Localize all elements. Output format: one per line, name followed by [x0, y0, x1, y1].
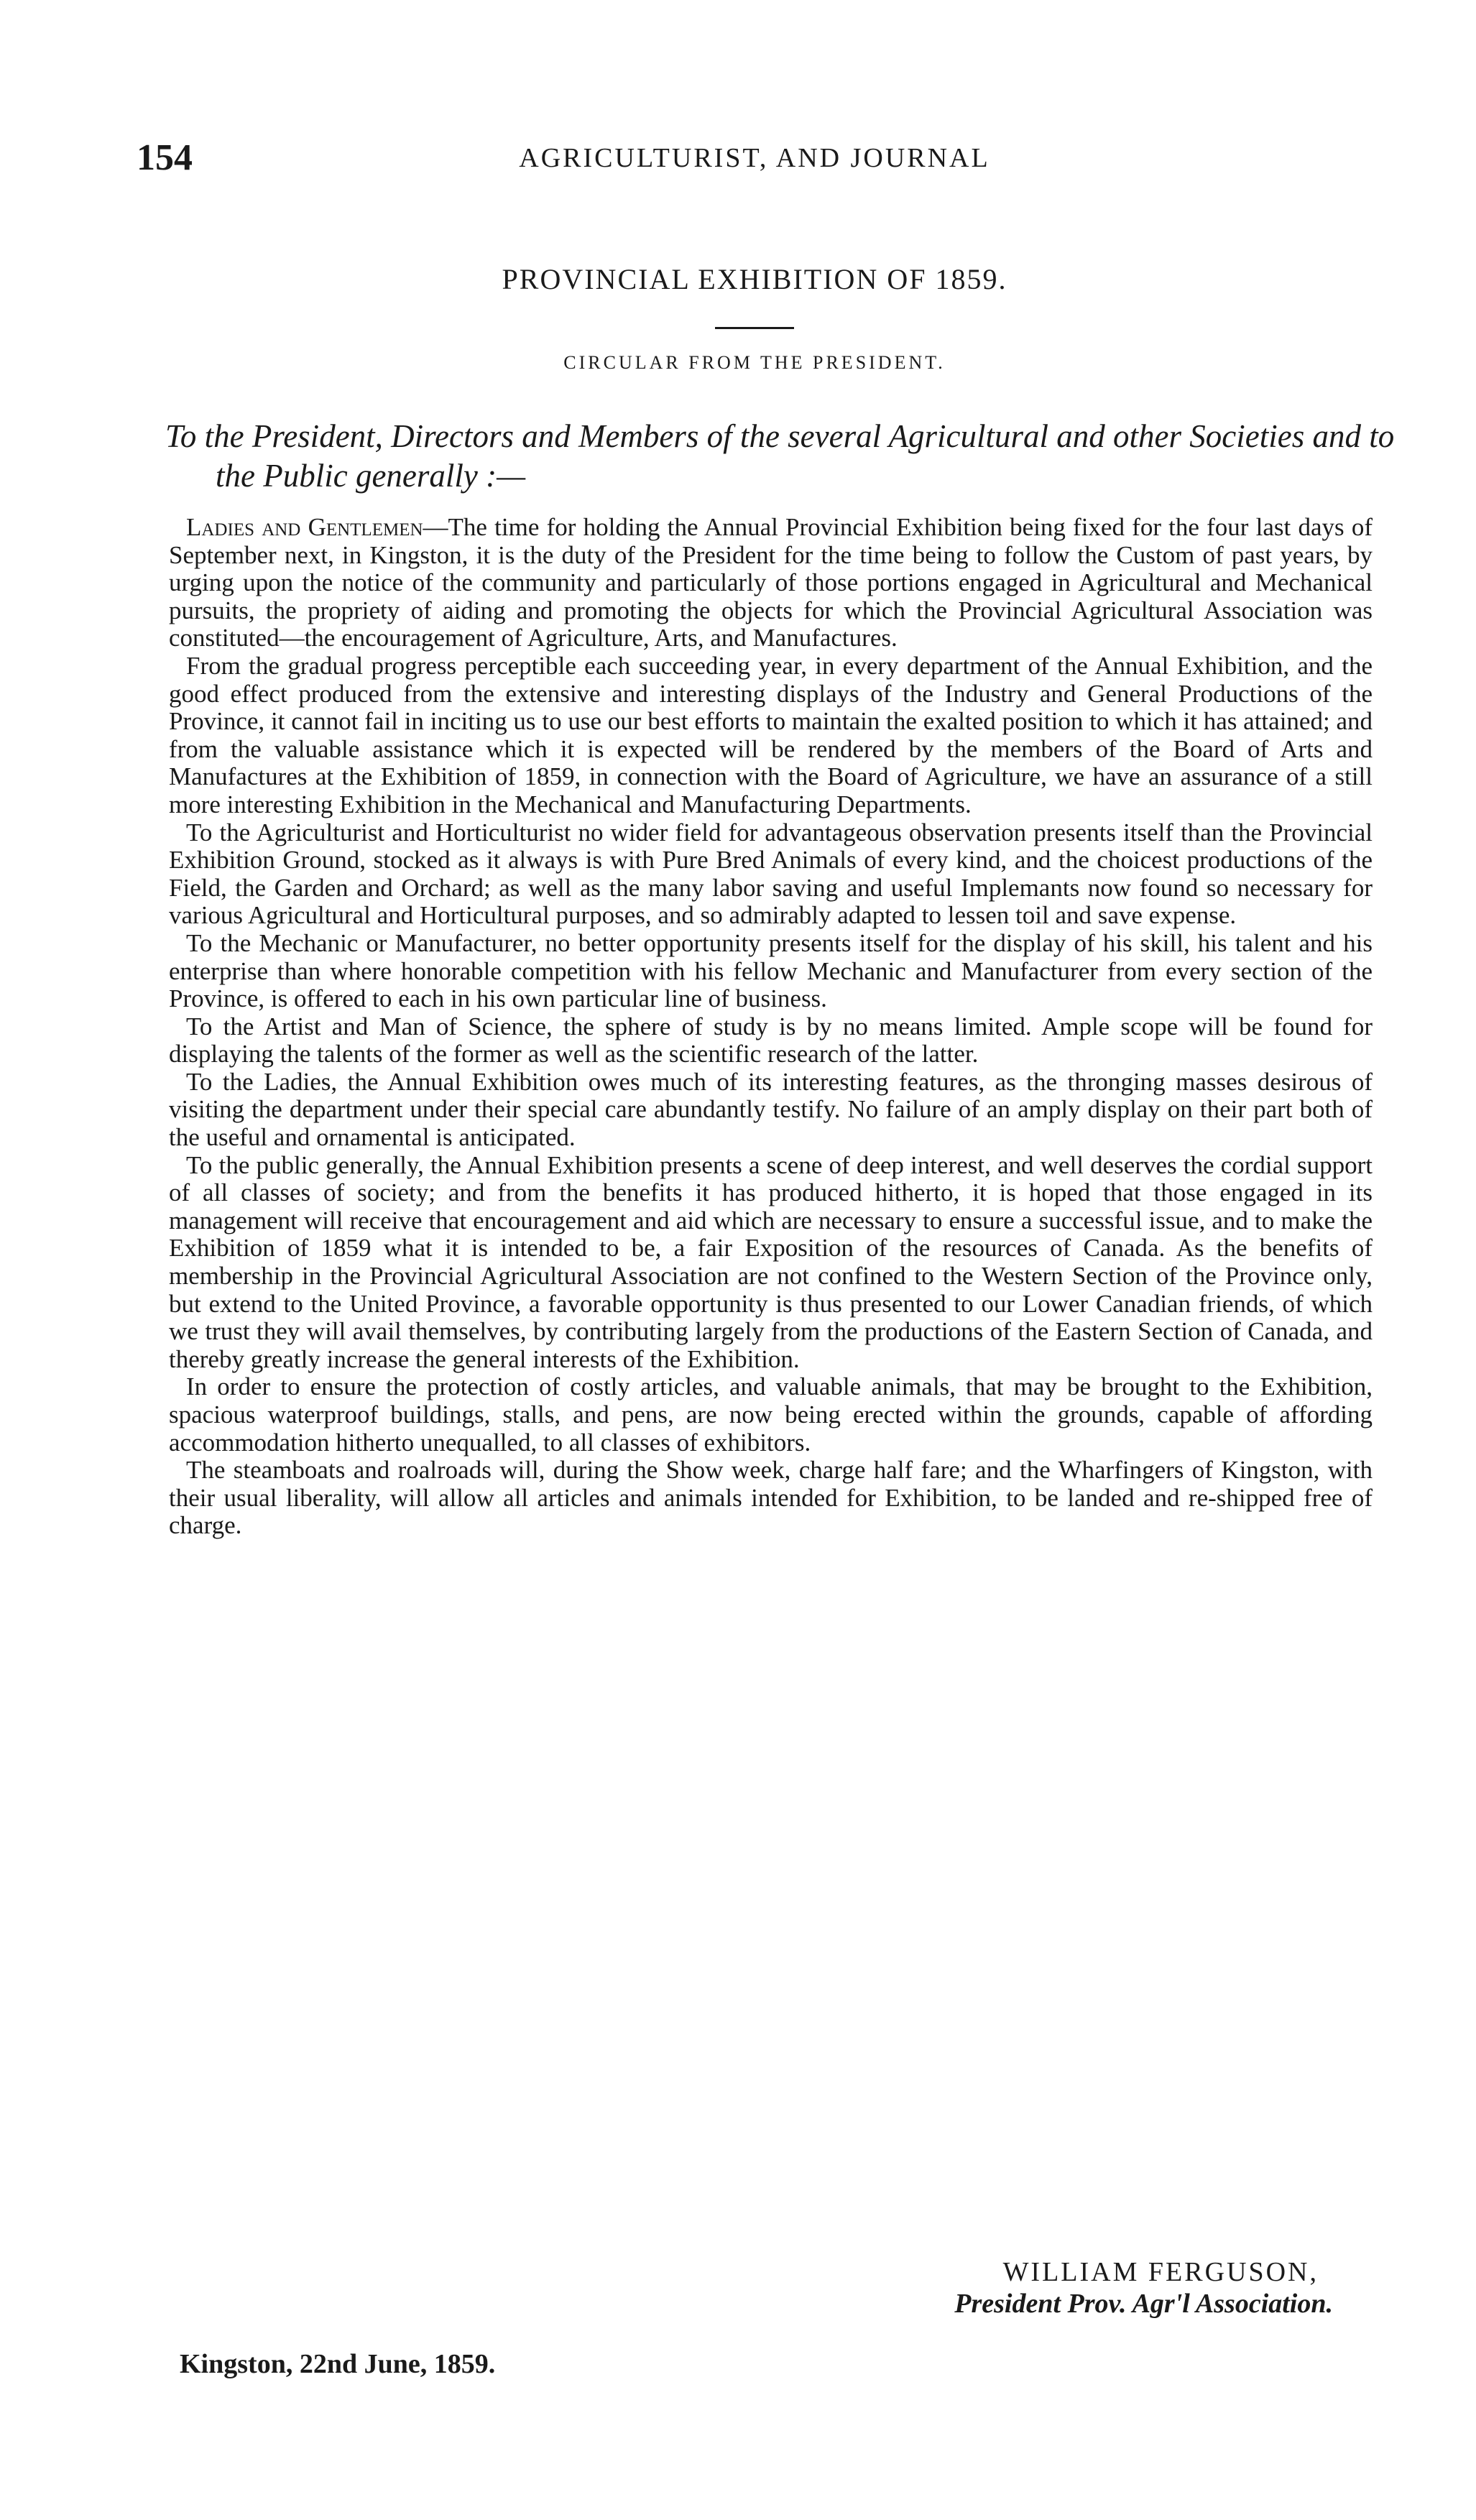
- paragraph: To the Agriculturist and Horticulturist no wider field for advantageous observation presents itself than the Provincial Exhibition Ground, stocked as it always is with Pure Bred Animals of every kind, and the choicest productions of the Field, the Garden and Orchard; as well as the many labor saving and useful Implemants now found so necessary for various Agricultural and Horticultural purposes, and so admirably adapted to lessen toil and save expense.: [169, 818, 1373, 930]
- page-number: 154: [137, 137, 193, 178]
- journal-title: AGRICULTURIST, AND JOURNAL: [519, 143, 990, 173]
- paragraph: To the Mechanic or Manufacturer, no better opportunity presents itself for the display of his skill, his talent and his enterprise than where honorable competition with his fellow Mechanic and Manufacturer from every section of the Province, is offered to each in his own particular line of business.: [169, 928, 1373, 1013]
- article-title: PROVINCIAL EXHIBITION OF 1859.: [502, 263, 1007, 295]
- signature-block: [137, 2256, 1333, 2320]
- article-body: [169, 514, 1373, 1540]
- salutation: To the President, Directors and Members of the several Agricultural and other Societies and to the Public generally :—: [165, 418, 1395, 494]
- paragraph: From the gradual progress perceptible each succeeding year, in every department of the Annual Exhibition, and the good effect produced from the extensive and interesting displays of the Industry and General Productions of the Province, it cannot fail in inciting us to use our best efforts to maintain the exalted position to which it has attained; and from the valuable assistance which it is expected will be rendered by the members of the Board of Arts and Manufactures at the Exhibition of 1859, in connection with the Board of Agriculture, we have an assurance of a still more interesting Exhibition in the Mechanical and Manufacturing Departments.: [169, 651, 1373, 818]
- paragraph: [169, 514, 1373, 652]
- signature-title: President Prov. Agr'l Association.: [954, 2289, 1333, 2319]
- signature-name: WILLIAM FERGUSON,: [1002, 2257, 1319, 2287]
- paragraph: To the Ladies, the Annual Exhibition owes much of its interesting features, as the thronging masses desirous of visiting the department under their special care abundantly testify. No failure of an amply display on their part both of the useful and ornamental is anticipated.: [169, 1067, 1373, 1152]
- paragraph: To the public generally, the Annual Exhibition presents a scene of deep interest, and well deserves the cordial support of all classes of society; and from the benefits it has produced hitherto, it is hoped that those engaged in its management will receive that encouragement and aid which are necessary to ensure a successful issue, and to make the Exhibition of 1859 what it is intended to be, a fair Exposition of the resources of Canada. As the benefits of membership in the Provincial Agricultural Association are not confined to the Western Section of the Province only, but extend to the United Province, a favorable opportunity is thus presented to our Lower Canadian friends, of which we trust they will avail themselves, by contributing largely from the productions of the Eastern Section of Canada, and thereby greatly increase the general interests of the Exhibition.: [169, 1150, 1373, 1373]
- paragraph-text: —The time for holding the Annual Provincial Exhibition being fixed for the four last days of September next, in Kingston, it is the duty of the President for the time being to follow the Custom of past years, by urging upon the notice of the community and particularly of those portions engaged in Agricultural and Mechanical pursuits, the propriety of aiding and promoting the objects for which the Provincial Agricultural Association was constituted—the encouragement of Agriculture, Arts, and Manufactures.: [169, 513, 1373, 652]
- title-rule: [715, 327, 794, 329]
- running-head: [137, 137, 1373, 187]
- paragraph: In order to ensure the protection of costly articles, and valuable animals, that may be brought to the Exhibition, spacious waterproof buildings, stalls, and pens, are now being erected within the grounds, capable of affording accommodation hitherto unequalled, to all classes of exhibitors.: [169, 1372, 1373, 1457]
- dateline: Kingston, 22nd June, 1859.: [180, 2349, 496, 2379]
- opening-words: Ladies and Gentlemen: [186, 513, 423, 541]
- paragraph: To the Artist and Man of Science, the sphere of study is by no means limited. Ample scope will be found for displaying the talents of the former as well as the scientific research of the latter.: [169, 1012, 1373, 1069]
- paragraph: The steamboats and roalroads will, during the Show week, charge half fare; and the Wharfingers of Kingston, with their usual liberality, will allow all articles and animals intended for Exhibition, to be landed and re-shipped free of charge.: [169, 1456, 1373, 1540]
- article-subtitle: CIRCULAR FROM THE PRESIDENT.: [563, 352, 946, 373]
